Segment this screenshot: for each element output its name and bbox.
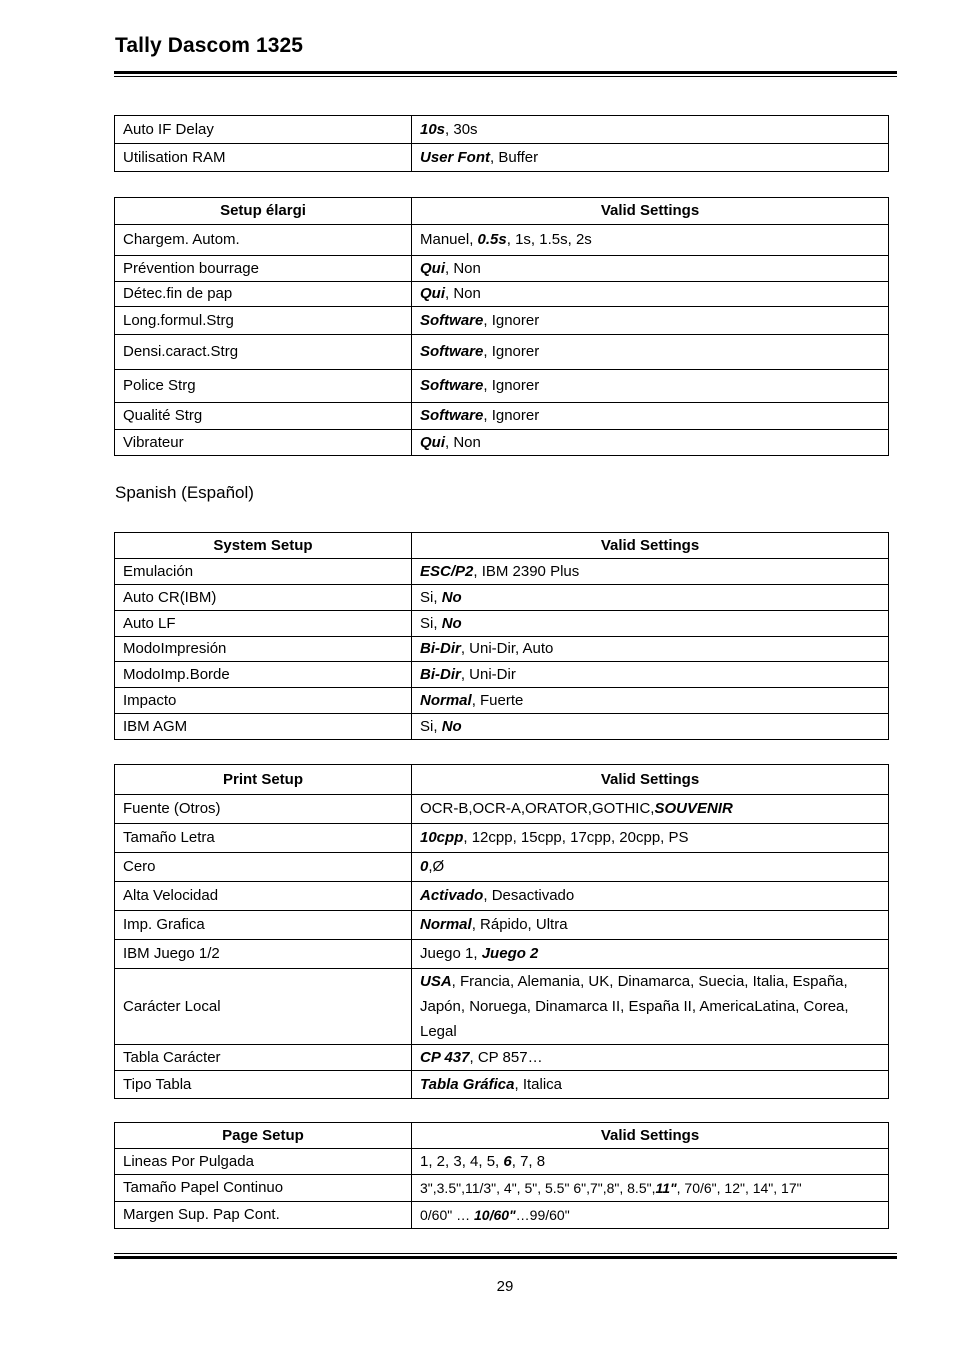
setting-value	[412, 853, 889, 882]
value-text: Juego 1,	[420, 945, 482, 962]
footer-rule-thin	[114, 1253, 897, 1254]
table-row	[115, 795, 889, 824]
value-text: , Ignorer	[483, 407, 540, 424]
setting-name: Qualité Strg	[115, 403, 412, 430]
default-value: Software	[420, 377, 484, 394]
column-header-valid-settings: Valid Settings	[412, 533, 889, 559]
setting-value	[412, 637, 889, 662]
value-text: , Rápido, Ultra	[471, 916, 568, 933]
setting-value-text	[420, 666, 516, 683]
setting-value-text	[420, 969, 880, 1044]
default-value: Qui	[420, 433, 445, 451]
value-text: , 1s, 1.5s, 2s	[506, 231, 592, 248]
table-row	[115, 256, 889, 282]
value-text: , 12cpp, 15cpp, 17cpp, 20cpp, PS	[463, 829, 689, 846]
setting-value	[412, 969, 889, 1045]
settings-table-print-setup	[114, 764, 889, 1099]
setting-value	[412, 370, 889, 403]
setting-name: Long.formul.Strg	[115, 307, 412, 335]
value-text: , Non	[445, 285, 481, 302]
setting-name: Auto IF Delay	[115, 116, 412, 144]
table-row	[115, 282, 889, 307]
column-header-setting: Print Setup	[115, 765, 412, 795]
column-header-setting: Page Setup	[115, 1123, 412, 1149]
setting-value	[412, 116, 889, 144]
table-row	[115, 882, 889, 911]
default-value: 10/60"	[474, 1207, 516, 1223]
setting-value-text	[420, 858, 444, 875]
value-text: OCR-B,OCR-A,ORATOR,GOTHIC,	[420, 800, 655, 817]
setting-value-text	[420, 945, 538, 962]
default-value: Software	[420, 311, 484, 329]
table-row	[115, 662, 889, 688]
table-row	[115, 370, 889, 403]
table-row	[115, 116, 889, 144]
setting-value-text	[420, 800, 733, 817]
setting-value	[412, 611, 889, 637]
value-text: , Ignorer	[483, 377, 540, 394]
default-value: Normal	[420, 916, 472, 933]
table-row	[115, 637, 889, 662]
setting-value	[412, 1045, 889, 1071]
value-text: , Ignorer	[483, 311, 540, 329]
value-text: , Uni-Dir	[460, 665, 516, 683]
setting-value	[412, 559, 889, 585]
setting-value-text	[420, 1076, 562, 1093]
setting-value	[412, 1149, 889, 1175]
setting-value	[412, 256, 889, 282]
table-row	[115, 1202, 889, 1229]
default-value: CP 437	[420, 1048, 470, 1066]
setting-name: Chargem. Autom.	[115, 225, 412, 256]
table-row	[115, 1071, 889, 1099]
table-row	[115, 611, 889, 637]
default-value: Qui	[420, 259, 445, 277]
column-header-setting: System Setup	[115, 533, 412, 559]
setting-name: Tamaño Letra	[115, 824, 412, 853]
value-text: , Francia, Alemania, UK, Dinamarca, Suecia, Italia, España, Japón, Noruega, Dinamarca II, España II, AmericaLatina, Corea, Legal	[420, 973, 849, 1040]
table-row	[115, 911, 889, 940]
column-header-valid-settings: Valid Settings	[412, 765, 889, 795]
setting-name: Police Strg	[115, 370, 412, 403]
setting-name: Fuente (Otros)	[115, 795, 412, 824]
column-header-valid-settings: Valid Settings	[412, 198, 889, 225]
setting-value-text	[420, 377, 539, 394]
value-text: , Non	[445, 433, 481, 451]
table-header-row	[115, 198, 889, 225]
setting-value	[412, 882, 889, 911]
settings-table-system-setup	[114, 532, 889, 740]
value-text: , 7, 8	[511, 1152, 546, 1170]
default-value: Tabla Gráfica	[420, 1075, 515, 1093]
column-header-setting: Setup élargi	[115, 198, 412, 225]
value-text: ,Ø	[428, 858, 445, 875]
setting-name: Tabla Carácter	[115, 1045, 412, 1071]
setting-name: Margen Sup. Pap Cont.	[115, 1202, 412, 1229]
table-row	[115, 824, 889, 853]
setting-name: Tamaño Papel Continuo	[115, 1175, 412, 1202]
setting-name: Auto CR(IBM)	[115, 585, 412, 611]
setting-value-text	[420, 1153, 545, 1170]
setting-value	[412, 940, 889, 969]
table-row	[115, 585, 889, 611]
table-row	[115, 853, 889, 882]
value-text: …99/60"	[515, 1207, 570, 1223]
setting-name: Lineas Por Pulgada	[115, 1149, 412, 1175]
setting-value	[412, 335, 889, 370]
setting-value-text	[420, 121, 478, 138]
section-heading: Spanish (Español)	[115, 483, 254, 502]
setting-name: Alta Velocidad	[115, 882, 412, 911]
setting-name: Impacto	[115, 688, 412, 714]
setting-name: Imp. Grafica	[115, 911, 412, 940]
setting-name: IBM Juego 1/2	[115, 940, 412, 969]
setting-name: Emulación	[115, 559, 412, 585]
setting-value	[412, 403, 889, 430]
setting-value	[412, 795, 889, 824]
header-rule	[114, 71, 897, 74]
setting-value-text	[420, 887, 574, 904]
value-text: , Buffer	[490, 148, 539, 166]
setting-value-text	[420, 260, 481, 277]
value-text: , IBM 2390 Plus	[473, 562, 580, 580]
default-value: Bi-Dir	[420, 640, 461, 657]
default-value: 10s	[420, 120, 446, 138]
value-text: Si,	[420, 717, 442, 735]
table-header-row	[115, 765, 889, 795]
setting-name: Cero	[115, 853, 412, 882]
setting-value	[412, 714, 889, 740]
setting-name: IBM AGM	[115, 714, 412, 740]
setting-value	[412, 282, 889, 307]
value-text: , Desactivado	[483, 887, 575, 904]
value-text: 3",3.5",11/3", 4", 5", 5.5" 6",7",8", 8.5",	[420, 1180, 656, 1196]
setting-value	[412, 688, 889, 714]
setting-value	[412, 225, 889, 256]
default-value: User Font	[420, 148, 491, 166]
default-value: 10cpp	[420, 829, 464, 846]
default-value: SOUVENIR	[654, 800, 733, 817]
default-value: Software	[420, 343, 484, 360]
setting-value-text	[420, 231, 592, 248]
default-value: 6	[503, 1152, 512, 1170]
setting-name: Prévention bourrage	[115, 256, 412, 282]
default-value: Software	[420, 407, 484, 424]
default-value: 0	[420, 858, 429, 875]
value-text: , Non	[445, 259, 481, 277]
setting-name: Détec.fin de pap	[115, 282, 412, 307]
setting-value	[412, 1202, 889, 1229]
value-text: Si,	[420, 588, 442, 606]
default-value: ESC/P2	[420, 562, 474, 580]
setting-name: Utilisation RAM	[115, 144, 412, 172]
setting-value	[412, 1071, 889, 1099]
setting-value-text	[420, 434, 481, 451]
value-text: , Uni-Dir, Auto	[460, 640, 554, 657]
setting-value-text	[420, 589, 462, 606]
setting-value-text	[420, 312, 539, 329]
table-row	[115, 335, 889, 370]
setting-value-text	[420, 1180, 802, 1196]
table-row	[115, 225, 889, 256]
setting-value	[412, 824, 889, 853]
value-text: Manuel,	[420, 231, 478, 248]
default-value: Qui	[420, 285, 445, 302]
header-rule-thin	[114, 76, 897, 77]
setting-value-text	[420, 829, 689, 846]
value-text: 0/60" …	[420, 1207, 474, 1223]
table-row	[115, 403, 889, 430]
setting-name: Tipo Tabla	[115, 1071, 412, 1099]
value-text: , CP 857…	[469, 1048, 543, 1066]
table-row	[115, 559, 889, 585]
setting-value	[412, 662, 889, 688]
table-row	[115, 144, 889, 172]
setting-value-text	[420, 407, 539, 424]
setting-value-text	[420, 640, 553, 657]
setting-value-text	[420, 149, 538, 166]
table-row	[115, 1149, 889, 1175]
table-row	[115, 1045, 889, 1071]
footer-rule	[114, 1256, 897, 1259]
table-row	[115, 1175, 889, 1202]
setting-value	[412, 1175, 889, 1202]
table-row	[115, 940, 889, 969]
setting-name: Carácter Local	[115, 969, 412, 1045]
default-value: USA	[420, 973, 452, 990]
value-text: Si,	[420, 614, 442, 632]
default-value: 0.5s	[477, 231, 507, 248]
value-text: , Fuerte	[471, 691, 524, 709]
default-value: No	[441, 717, 462, 735]
default-value: No	[441, 588, 462, 606]
page-number: 29	[496, 1278, 514, 1295]
value-text: , 70/6", 12", 14", 17"	[676, 1180, 802, 1196]
table-row	[115, 969, 889, 1045]
settings-table-page-setup	[114, 1122, 889, 1229]
default-value: No	[441, 614, 462, 632]
setting-value	[412, 144, 889, 172]
setting-value-text	[420, 916, 568, 933]
setting-value-text	[420, 718, 462, 735]
settings-table-setup-elargi	[114, 197, 889, 456]
value-text: 1, 2, 3, 4, 5,	[420, 1152, 504, 1170]
default-value: Activado	[420, 887, 484, 904]
setting-value	[412, 911, 889, 940]
default-value: Bi-Dir	[420, 665, 461, 683]
setting-name: Auto LF	[115, 611, 412, 637]
setting-name: ModoImpresión	[115, 637, 412, 662]
value-text: , Ignorer	[483, 343, 540, 360]
setting-name: Vibrateur	[115, 430, 412, 456]
table-row	[115, 714, 889, 740]
setting-name: ModoImp.Borde	[115, 662, 412, 688]
default-value: Normal	[420, 691, 472, 709]
setting-value-text	[420, 285, 481, 302]
table-header-row	[115, 533, 889, 559]
setting-value-text	[420, 343, 539, 360]
settings-table-ram	[114, 115, 889, 172]
table-row	[115, 688, 889, 714]
setting-value-text	[420, 692, 523, 709]
setting-value	[412, 430, 889, 456]
setting-value-text	[420, 1049, 543, 1066]
page-title: Tally Dascom 1325	[115, 34, 304, 57]
value-text: , Italica	[514, 1075, 563, 1093]
table-row	[115, 430, 889, 456]
value-text: , 30s	[445, 120, 478, 138]
setting-value-text	[420, 1207, 570, 1223]
setting-value-text	[420, 615, 462, 632]
setting-name: Densi.caract.Strg	[115, 335, 412, 370]
default-value: 11"	[655, 1180, 677, 1196]
setting-value	[412, 307, 889, 335]
column-header-valid-settings: Valid Settings	[412, 1123, 889, 1149]
table-row	[115, 307, 889, 335]
table-header-row	[115, 1123, 889, 1149]
setting-value-text	[420, 563, 579, 580]
default-value: Juego 2	[481, 945, 539, 962]
setting-value	[412, 585, 889, 611]
